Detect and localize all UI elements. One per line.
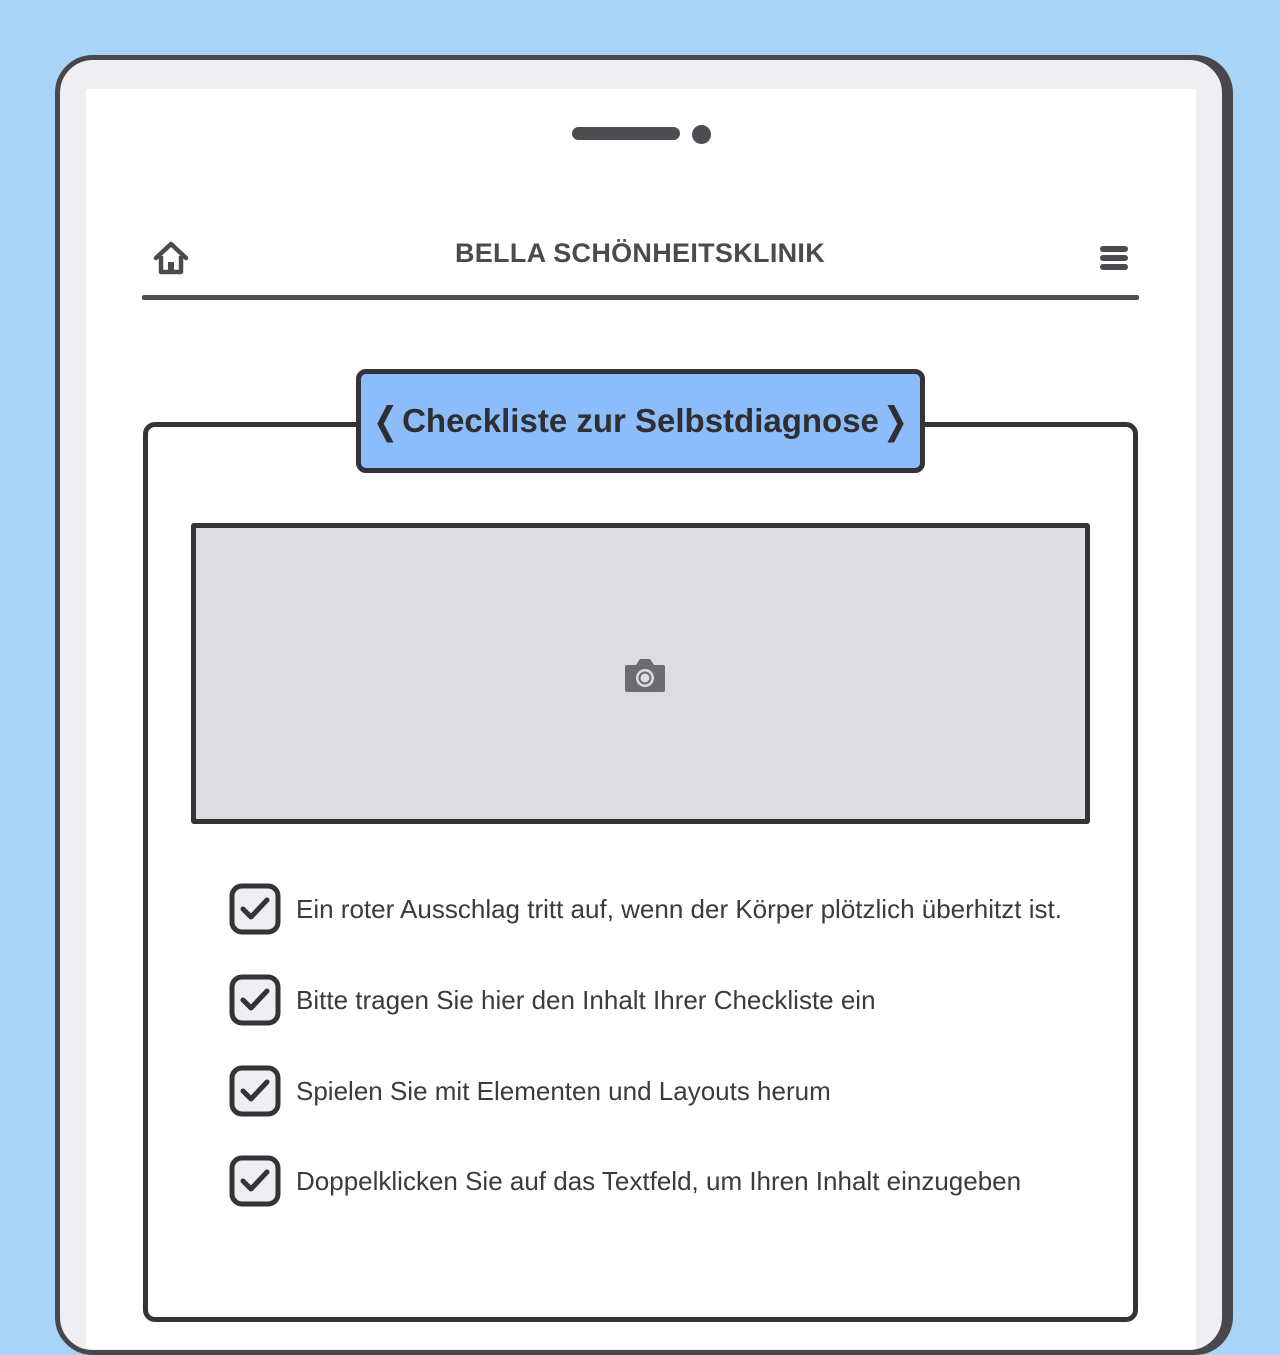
checkbox-checked-icon[interactable] (229, 974, 281, 1026)
checkbox-checked-icon[interactable] (229, 1065, 281, 1117)
checklist-item-label: Bitte tragen Sie hier den Inhalt Ihrer Checkliste ein (296, 984, 876, 1015)
checkbox-checked-icon[interactable] (229, 1155, 281, 1207)
chevron-left-icon[interactable]: ❮ (372, 400, 399, 442)
checklist-item (229, 883, 1062, 935)
checklist-item-label: Ein roter Ausschlag tritt auf, wenn der Körper plötzlich überhitzt ist. (296, 893, 1062, 924)
camera-icon (623, 656, 667, 694)
card-title-tab (356, 369, 925, 473)
speaker-slot (572, 127, 680, 140)
checklist-item (229, 974, 876, 1026)
checklist-item (229, 1065, 831, 1117)
checklist-item-label: Doppelklicken Sie auf das Textfeld, um Ihren Inhalt einzugeben (296, 1165, 1022, 1196)
checklist-item (229, 1155, 1021, 1207)
card-title: Checkliste zur Selbstdiagnose (402, 402, 879, 439)
checkbox-checked-icon[interactable] (229, 883, 281, 935)
header-divider (142, 295, 1139, 300)
image-placeholder[interactable] (191, 523, 1090, 824)
front-camera-dot (692, 125, 711, 144)
app-title: BELLA SCHÖNHEITSKLINIK (454, 238, 826, 268)
menu-icon[interactable] (1098, 243, 1130, 273)
checklist-item-label: Spielen Sie mit Elementen und Layouts herum (296, 1075, 831, 1106)
chevron-right-icon[interactable]: ❯ (882, 400, 909, 442)
